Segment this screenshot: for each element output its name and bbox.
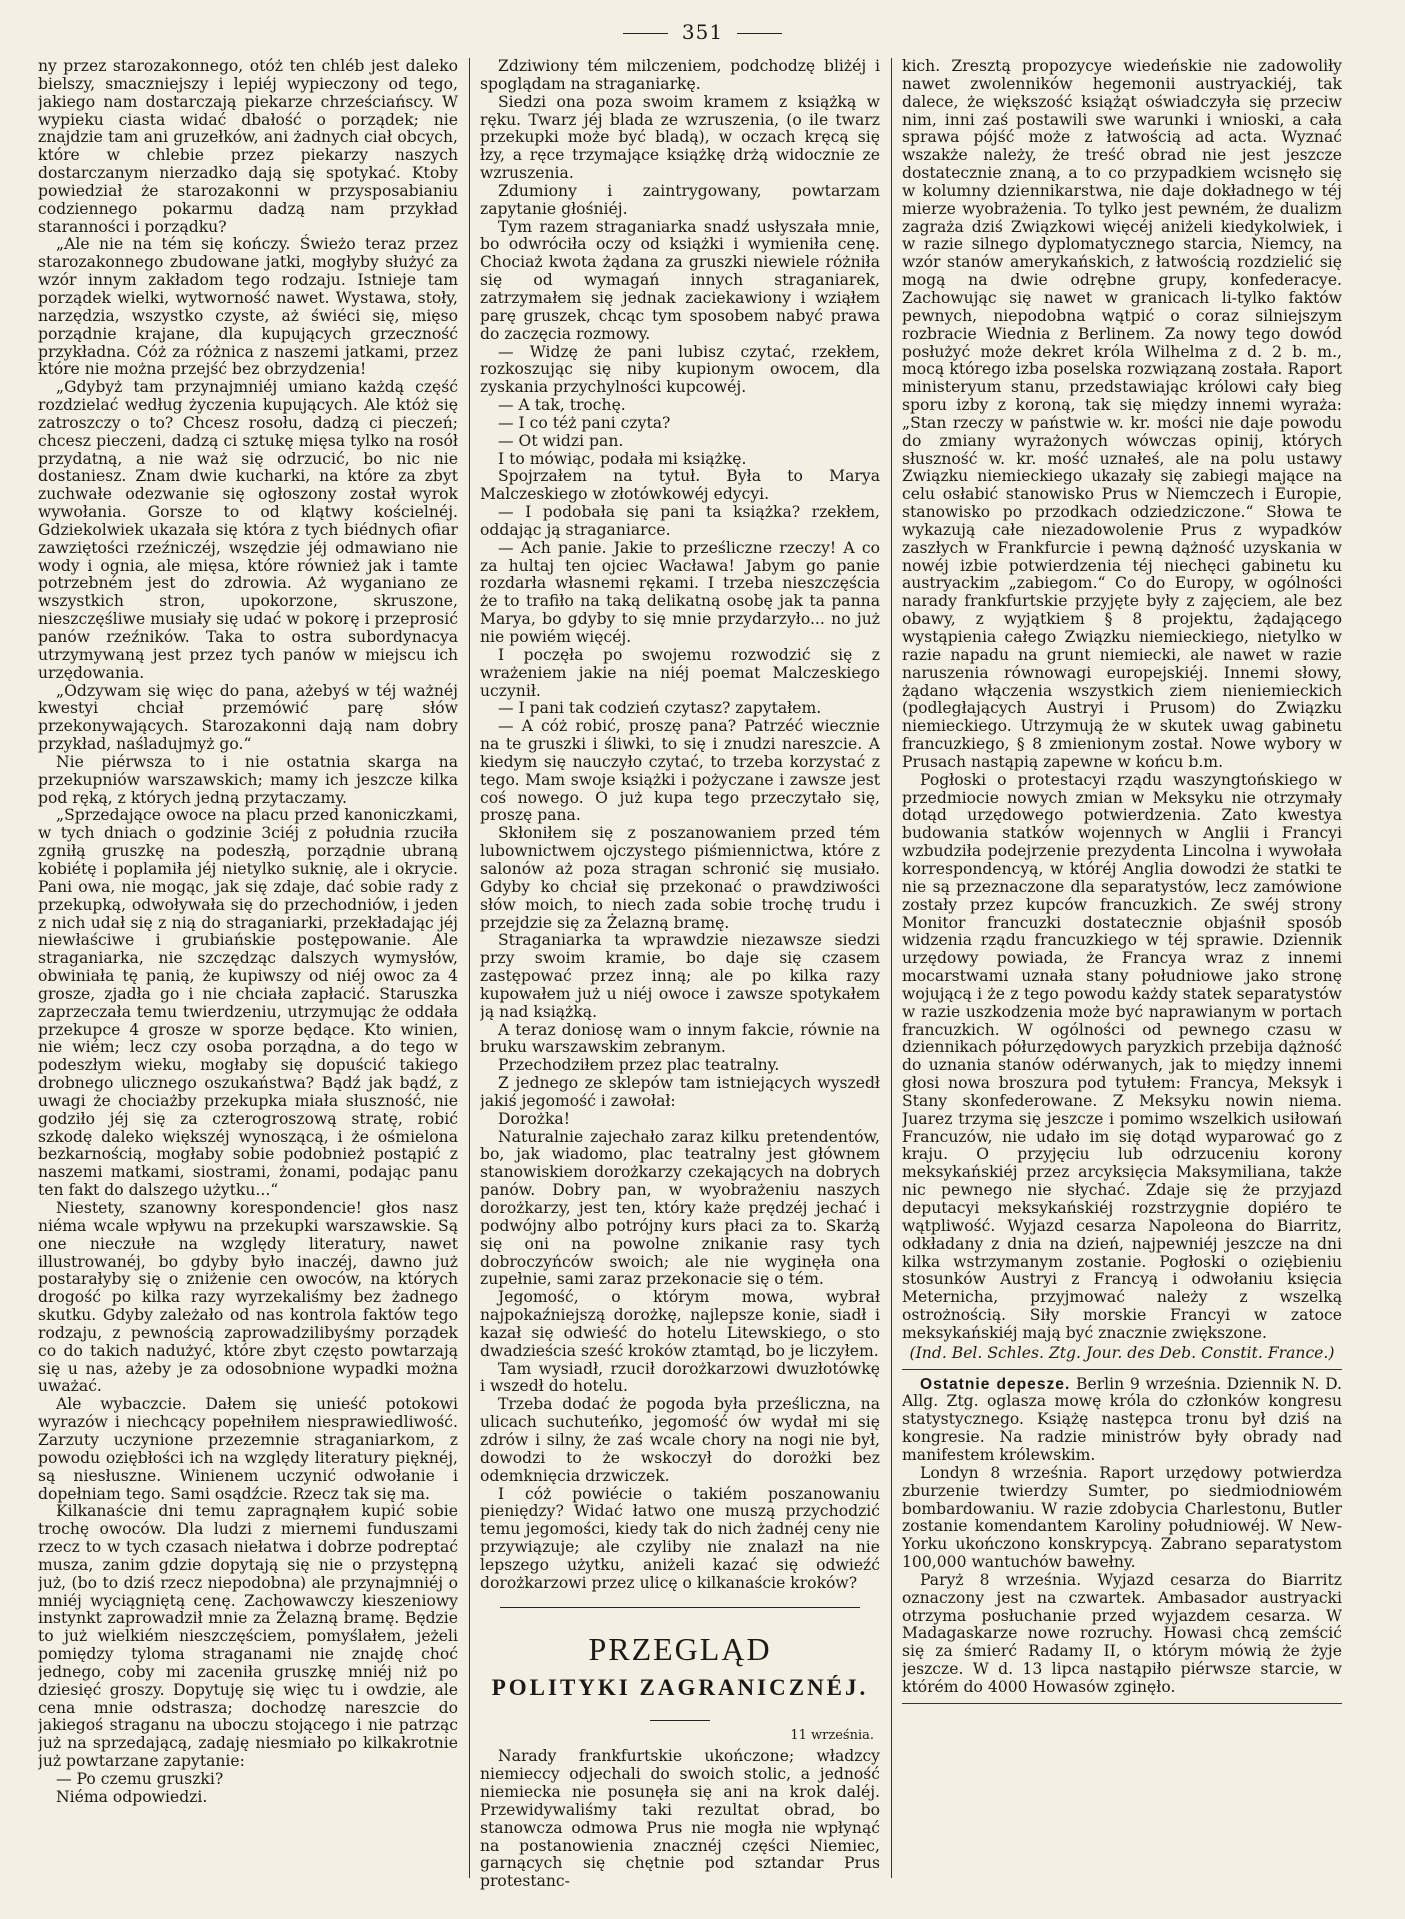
header-dash-left <box>623 33 668 34</box>
paragraph: Dorożka! <box>498 1109 570 1128</box>
paragraph: „Sprzedające owoce na placu przed kanoniczkami, w tych dniach o godzinie 3ciéj z południa rzuciła zgniłą gruszkę na podeszłą, porządnie ubraną kobiétę i poplamiła jéj nietylko suknię, ale i okrycie. Pani owa, nie mogąc, jak się zdaje, dać sobie rady z przekupką, odwoływała się do przechodniów, i jeden z nich udał się z nią do straganiarki, przekładając jéj niewłaściwe i grubiańskie postępowanie. Ale straganiarka, nie szczędząc dalszych wymysłów, obwiniała tę panią, że kupiwszy od niéj owoc za 4 grosze, zjadła go i nie chciała zapłacić. Staruszka zaprzeczała temu twierdzeniu, utrzymując że oddała przekupce 4 grosze w sporze będące. Kto winien, nie wiém; lecz czy osoba porządna, a do tego w podeszłym wieku, mogłaby się dopuścić takiego drobnego ulicznego oszukaństwa? Bądź jak bądź, z uwagi że chociażby przekupka miała słuszność, nie godziło jéj się za czterogroszową stratę, robić szkodę daleko większéj wynoszącą, i że ośmielona bezkarnością, mogłaby sobie podobnież postąpić z naszemi matkami, siostrami, żonami, podając panu ten fakt do dalszego użytku...“ <box>38 806 458 1200</box>
paragraph: ny przez starozakonnego, otóż ten chléb jest daleko bielszy, smaczniejszy i lepiéj wypieczony od tego, jakiego nam dostarczają piekarze chrześciańscy. W wypieku ciasta widać dbałość o porządek; nie znajdzie tam ani gruzełków, ani żadnych ciał obcych, które w chlebie przez piekarzy naszych dostarczanym nierzadko dają się spotykać. Ktoby powiedział że starozakonni w przysposabianiu codziennego pokarmu dadzą nam przykład staranności i porządku? <box>38 58 458 236</box>
page-number: 351 <box>681 20 724 44</box>
paragraph: I cóż powiécie o takiém poszanowaniu pieniędzy? Widać łatwo one muszą przychodzić temu jegomości, kiedy tak do nich żadnéj ceny nie przywiązuje; ale czyliby nie znalazł na nie lepszego użytku, aniżeli kazać się odwieźć dorożkarzowi przez ulicę o kilkanaście kroków? <box>480 1484 880 1592</box>
paragraph: Kilkanaście dni temu zapragnąłem kupić sobie trochę owoców. Dla ludzi z miernemi funduszami rzecz to w tych czasach niełatwa i dobrze podreptać musza, zanim gdzie dopytają się nie o przystępną już, (bo to dziś rzecz niepodobna) ale przynajmniéj o mniéj wyciągniętą cenę. Zachowawczy kieszeniowy instynkt zaprowadził mnie za Żelazną bramę. Będzie to już wielkiém nieszczęściem, pomyślałem, jeżeli pomiędzy tyloma straganami nie znajdę choć jednego, coby mi zaceniła gruszkę mniéj niż po dziesięć groszy. Dopytuję się więc tu i owdzie, ale cena mnie odstrasza; dochodzę nareszcie do jakiegoś straganu na uboczu stojącego i nie patrząc już na sprzedającą, zadaję niesmiało po kilkakrotnie już powtarzane zapytanie: <box>38 1502 458 1771</box>
paragraph: Z jednego ze sklepów tam istniejących wyszedł jakiś jegomość i zawołał: <box>480 1074 880 1110</box>
paragraph: — Po czemu gruszki? <box>56 1770 224 1788</box>
paragraph: Paryż 8 września. Wyjazd cesarza do Biarritz oznaczony jest na czwartek. Ambasador austryacki otrzyma posłuchanie przed wyjazdem cesarza. W Madagaskarze nowe rozruchy. Howasi chcą zemścić się za śmierć Radamy II, o którym mówią że żyje jeszcze. W d. 13 lipca nastąpiło piérwsze starcie, w którém do 4000 Howasów zginęło. <box>902 1570 1342 1696</box>
column-rule-right <box>891 58 892 1878</box>
paragraph: Tam wysiadł, rzucił dorożkarzowi dwuzłotówkę i wszedł do hotelu. <box>480 1359 880 1396</box>
page-number-header <box>0 20 1405 44</box>
paragraph: „Odzywam się więc do pana, ażebyś w téj ważnéj kwestyi chciał przemówić parę słów przekonywających. Starozakonni dają nam dobry przykład, naśladujmyż go.“ <box>38 681 458 754</box>
header-dash-right <box>737 33 782 34</box>
paragraph: Ale wybaczcie. Dałem się unieść potokowi wyrazów i niechcący popełniłem niesprawiedliwość. Zarzuty uczynione przezemnie straganiarkom, z powodu oziębłości ich na względy literatury pięknéj, są niesłuszne. Winienem uczynić odwołanie i dopełniam tego. Sami osądźcie. Rzecz tak się ma. <box>38 1395 458 1503</box>
paragraph: Jegomość, o którym mowa, wybrał najpokaźniejszą dorożkę, najlepsze konie, siadł i kazał się odwieść do hotelu Litewskiego, o sto dwadzieścia sześć kroków ztamtąd, bo je liczyłem. <box>480 1288 880 1360</box>
section-title: PRZEGLĄD <box>588 1630 772 1667</box>
paragraph: Przechodziłem przez plac teatralny. <box>498 1056 780 1075</box>
dispatch-text: Berlin 9 września. Dziennik N. D. Allg. Ztg. oglasza mowę króla do członków kongresu statystycznego. Książę następca tronu był dziś na kongresie. Na radzie ministrów były obrady nad manifestem królewskim. <box>902 1374 1342 1464</box>
paragraph: A teraz doniosę wam o innym fakcie, równie na bruku warszawskim zebranym. <box>480 1020 880 1057</box>
paragraph: Spojrzałem na tytuł. Była to Marya Malczeskiego w złotówkowéj edycyi. <box>480 467 880 504</box>
paragraph: Zdumiony i zaintrygowany, powtarzam zapytanie głośniéj. <box>480 181 880 218</box>
paragraph: — Ach panie. Jakie to prześliczne rzeczy! A co za hultaj ten ojciec Wacława! Jabym go panie rozdarła własnemi rękami. I trzeba nieszczęścia że to trafiło na taką delikatną osobę jak ta panna Marya, bo gdyby to się mnie przydarzyło... no już nie powiém więcéj. <box>480 538 880 646</box>
paragraph: „Gdybyż tam przynajmniéj umiano każdą część rozdzielać według życzenia kupujących. Ale któż się zatroszczy o to? Chcesz rosołu, dadzą ci pieczeń; chcesz pieczeni, dadzą ci sztukę mięsa tylko na rosół przydatną, a nie waż się odrzucić, bo nic nie dostaniesz. Znam dwie kucharki, na które za zbyt zuchwałe odezwanie się ogłoszony został wyrok wywołania. Gorsze to od klątwy kościelnéj. Gdziekolwiek ukazała się która z tych biédnych ofiar zawziętości rzeźniczéj, wszędzie jéj odmawiano nie wody i ognia, ale mięsa, które również jak i tamte potrzebném jest do zdrowia. Aż wyganiano ze wszystkich stron, upokorzone, skruszone, nieszczęśliwe musiały się udać w pokorę i przeprosić panów rzeźników. Taka to ostra subordynacya utrzymywaną jest przez tych panów w miejscu ich urzędowania. <box>38 378 458 682</box>
column-divider <box>902 1369 1342 1370</box>
paragraph: Skłoniłem się z poszanowaniem przed tém lubownictwem ojczystego piśmiennictwa, które z salonów aż poza stragan schronić się musiało. Gdyby ko chciał się przekonać o prawdziwości słów moich, to niech zada sobie trochę trudu i przejdzie się za Żelazną bramę. <box>480 824 880 932</box>
section-subtitle: POLITYKI ZAGRANICZNÉJ. <box>491 1674 869 1700</box>
dispatch-title: Ostatnie depesze. <box>920 1375 1071 1393</box>
paragraph: kich. Zresztą propozycye wiedeńskie nie zadowoliły nawet zwolenników hegemonii austryackiéj, tak dalece, że większość książąt oświadczyła się przeciw nim, inni zaś postawili swe warunki i wnioski, a cała sprawa pójść może z łatwością ad acta. Wyznać wszakże należy, że treść obrad nie jest jeszcze dostatecznie znaną, a to co przypadkiem wcisnęło się w kolumny dziennikarstwa, nie daje dokładnego w téj mierze wyobrażenia. To tylko jest pewném, że dualizm zagraża dziś Związkowi więcéj aniżeli kiedykolwiek, i w razie silnego dyplomatycznego starcia, Niemcy, na wzór stanów amerykańskich, z łatwością rozdzielić się mogą na dwie odrębne grupy, konfederacye. Zachowując się nawet w granicach li-tylko faktów pewnych, niepodobna wątpić o coraz silniejszym rozbracie Wiednia z Berlinem. Za nowy tego dowód posłużyć może dekret króla Wilhelma z d. 2 b. m., mocą którego izba poselska rozwiązaną została. Raport ministeryum stanu, przedstawiając królowi cały bieg sporu izby z koroną, tak się między innemi wyraża: „Stan rzeczy w państwie w. kr. mości nie daje powodu do zmiany wyrażonych wówczas opinij, których słuszność w. kr. mość uznałeś, ale na polu ustawy Związku niemieckiego ukazały się zabiegi mające na celu osłabić stanowisko Prus w Niemczech i Europie, stanowisko po przodkach odziedziczone.“ Słowa te wykazują całe niezadowolenie Prus z wypadków zaszłych w Frankfurcie i pewną dążność uzyskania w nowéj izbie potwierdzenia téj niechęci gabinetu ku austryackim „zabiegom.“ Co do Europy, w ogólności narady frankfurtskie przyjęte były z zajęciem, ale bez obawy, z wyjątkiem § 8 projektu, żądającego wystąpienia całego Związku niemieckiego, nietylko w razie napadu na grunt niemiecki, ale nawet w razie naruszenia równowagi europejskiéj. Innemi słowy, żądano włączenia wszystkich ziem nieniemieckich (podległających Austryi i Prusom) do Związku niemieckiego. Utrzymują że w skutek uwag gabinetu francuzkiego, § 8 zmienionym został. Nowe wybory w Prusach nastąpią zapewne w końcu b.m. <box>902 58 1342 771</box>
column-1 <box>38 58 458 1900</box>
paragraph: Narady frankfurtskie ukończone; władzcy niemieccy odjechali do swoich stolic, a jedność niemiecka nie posunęła się ani na krok daléj. Przewidywaliśmy taki rezultat obrad, bo stanowcza odmowa Prus nie mogła nie wpłynąć na postanowienia znacznéj części Niemiec, garnących się chętnie pod sztandar Prus protestanc- <box>480 1747 880 1891</box>
paragraph: Londyn 8 września. Raport urzędowy potwierdza zburzenie twierdzy Sumter, po siedmiodniowém bombardowaniu. W razie zdobycia Charlestonu, Butler zostanie komendantem Karoliny południowéj. W New-Yorku ukończono konskrypcyą. Zabrano separatystom 100,000 wantuchów bawełny. <box>902 1463 1342 1572</box>
paragraph: Naturalnie zajechało zaraz kilku pretendentów, bo, jak wiadomo, plac teatralny jest głównem stanowiskiem dorożkarzy czekających na dobrych panów. Dobry pan, w wyobrażeniu naszych dorożkarzy, jest ten, który każe prędzéj jechać i podwójny albo potrójny kurs płaci za to. Skarżą się oni na powolne znikanie rasy tych dobroczyńców swoich; ale nie wyginęła ona zupełnie, sami zaraz przekonacie się o tém. <box>480 1127 880 1289</box>
section-short-rule <box>650 1720 710 1721</box>
paragraph: Trzeba dodać że pogoda była prześliczna, na ulicach suchuteńko, jegomość ów wydał mi się zdrów i silny, że zaś wcale chory na nogi nie był, dowodzi to że wskoczył do dorożki bez odemknięcia drzwiczek. <box>480 1395 880 1485</box>
paragraph: „Ale nie na tém się kończy. Świeżo teraz przez starozakonnego zbudowane jatki, mogłyby służyć za wzór innym zakładom tego rodzaju. Istnieje tam porządek wielki, wytworność nawet. Wystawa, stoły, narzędzia, wszystko czyste, aż świéci się, mięso porządnie krajane, dla kupujących grzeczność przykładna. Cóż za różnica z naszemi jatkami, przez które nie można przejść bez obrzydzenia! <box>38 235 458 379</box>
paragraph: — I pani tak codzień czytasz? zapytałem. <box>498 699 822 718</box>
section-heading <box>480 1607 880 1721</box>
column-3 <box>902 58 1342 1900</box>
paragraph: Siedzi ona poza swoim kramem z książką w ręku. Twarz jéj blada ze wzruszenia, (o ile twarz przekupki może być bladą), w oczach kręcą się łzy, a ręce trzymające książkę drżą widocznie ze wzruszenia. <box>480 92 880 183</box>
paragraph: — Ot widzi pan. <box>498 431 624 450</box>
column-rule-left <box>469 58 470 1878</box>
section-divider <box>500 1607 860 1608</box>
paragraph: Tym razem straganiarka snadź usłyszała mnie, bo odwróciła oczy od książki i wymieniła cenę. Chociaż kwota żądana za gruszki niewiele różniła się od wymagań innych straganiarek, zatrzymałem się jednak zaciekawiony i wziąłem parę gruszek, chcąc tym sposobem nabyć prawa do zaczęcia rozmowy. <box>480 217 880 343</box>
paragraph: Nie piérwsza to i nie ostatnia skarga na przekupniów warszawskich; mamy ich jeszcze kilka pod ręką, z których jedną przytaczamy. <box>38 752 458 807</box>
paragraph: Zdziwiony tém milczeniem, podchodzę bliżéj i spoglądam na straganiarkę. <box>480 58 880 93</box>
column-end-rule <box>902 1703 1342 1704</box>
paragraph: — I co téż pani czyta? <box>498 413 671 432</box>
paragraph: — Widzę że pani lubisz czytać, rzekłem, rozkoszując się niby kupionym owocem, dla zyskania przychylności kupcowéj. <box>480 342 880 397</box>
paragraph: — A tak, trochę. <box>498 396 626 415</box>
paragraph: I poczęła po swojemu rozwodzić się z wrażeniem jakie na niéj poemat Malczeskiego uczynił. <box>480 645 880 700</box>
column-2 <box>480 58 880 1900</box>
paragraph: — A cóż robić, proszę pana? Patrzéć wiecznie na te gruszki i śliwki, to się i znudzi nareszcie. A kiedym się nauczyło czytać, to trzeba korzystać z tego. Mam swoje książki i pożyczane i zawsze jest coś nowego. O już kupa tego przeczytało się, proszę pana. <box>480 717 880 825</box>
dispatch-paragraph <box>902 1376 1342 1465</box>
paragraph: Niestety, szanowny korespondencie! głos nasz niéma wcale wpływu na przekupki warszawskie. Są one nieczułe na względy literatury, nawet illustrowanéj, bo gdyby było inaczéj, dawno już postarałyby się o zniżenie cen owoców, na których drogość po kilka razy wyrzekaliśmy bez żadnego skutku. Gdyby zależało od nas kontrola faktów tego rodzaju, z pewnością zaprowadzilibyśmy porządek co do takich nadużyć, które zbyt często powtarzają się u nas, ażeby je za odosobnione wypadki można uważać. <box>38 1199 458 1396</box>
paragraph: — I podobała się pani ta książka? rzekłem, oddając ją straganiarce. <box>480 503 880 539</box>
source-note: (Ind. Bel. Schles. Ztg. Jour. des Deb. Constit. France.) <box>909 1343 1335 1362</box>
paragraph: I to mówiąc, podała mi książkę. <box>498 449 747 468</box>
paragraph: Straganiarka ta wprawdzie niezawsze siedzi przy swoim kramie, bo daje się czasem zastępować przez inną; ale po kilka razy kupowałem już u niéj owoce i zawsze spotykałem ją nad książką. <box>480 931 880 1021</box>
paragraph: Niéma odpowiedzi. <box>56 1787 208 1806</box>
paragraph: Pogłoski o protestacyi rządu waszyngtońskiego w przedmiocie nowych zmian w Meksyku nie otrzymały dotąd urzędowego potwierdzenia. Zato kwestya budowania statków wojennych w Anglii i Francyi wzbudziła podejrzenie prezydenta Lincolna i wywołała korrespondencyą, w któréj Anglia dowodzi że statki te nie są przeznaczone dla separatystów, lecz zamówione zostały przez kupców francuzkich. Ze swéj strony Monitor francuzki dostatecznie objaśnił sposób widzenia rządu francuzkiego w téj sprawie. Dziennik urzędowy powiada, że Francya wraz z innemi mocarstwami uznała stany południowe jako stronę wojującą i że z tego powodu każdy statek separatystów w razie uszkodzenia może być naprawianym w portach francuzkich. W ogólności od pewnego czasu w dziennikach półurzędowych paryzkich przebija dążność do uznania stanów odérwanych, jak to między innemi głosi nowa broszura pod tytułem: Francya, Meksyk i Stany skonfederowane. Z Meksyku nowin niema. Juarez trzyma się jeszcze i pomimo wszelkich usiłowań Francuzów, nie udało im się dotąd wyparować go z kraju. O przyjęciu lub odrzuceniu korony meksykańskiéj przez arcyksięcia Maksymiliana, także nic pewnego nie słychać. Zdaje się że przyjazd deputacyi meksykańskiéj rozstrzygnie dopiéro te wątpliwość. Wyjazd cesarza Napoleona do Biarritz, odkładany z dnia na dzień, najpewniéj jeszcze na dni kilka wstrzymanym zostanie. Pogłoski o oziębieniu stosunków Austryi z Francyą i odwołaniu księcia Meternicha, przyjmować należy z wszelką ostrożnością. Siły morskie Francyi w zatoce meksykańskiéj mają być znacznie zwiększone. <box>902 770 1342 1342</box>
section-dateline: 11 września. <box>790 1727 874 1743</box>
